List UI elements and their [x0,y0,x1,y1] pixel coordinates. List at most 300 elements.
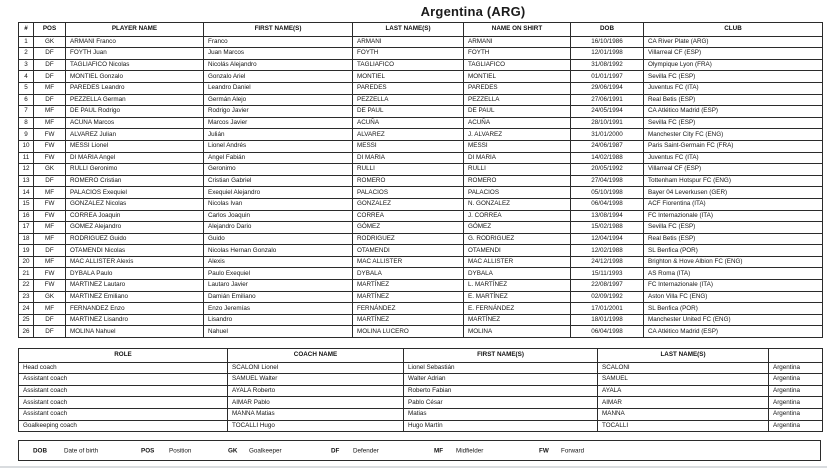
players-cell: Gonzalo Ariel [204,71,353,83]
players-cell: Franco [204,36,353,48]
players-cell: RULLI [353,164,464,176]
players-cell: Damián Emiliano [204,291,353,303]
coaches-cell: AYALA [598,385,769,397]
players-cell: Bayer 04 Leverkusen (GER) [644,187,823,199]
players-cell: MARTÍNEZ [353,291,464,303]
players-cell: FC Internazionale (ITA) [644,210,823,222]
players-cell: MESSI [353,140,464,152]
players-cell: Guido [204,233,353,245]
coaches-cell: Argentina [769,397,823,409]
players-cell: DYBALA [464,268,571,280]
players-table [18,22,823,338]
players-row-15 [19,198,823,210]
players-cell: 25 [19,314,34,326]
players-cell: MF [34,233,66,245]
players-cell: DF [34,326,66,338]
players-cell: FW [34,198,66,210]
players-cell: AS Roma (ITA) [644,268,823,280]
legend-item-mf [434,447,483,454]
players-cell: 27/04/1998 [571,175,644,187]
players-row-18 [19,233,823,245]
coaches-row-1 [19,362,823,374]
legend-term: POS [141,447,155,454]
coaches-row-6 [19,420,823,432]
coaches-cell: SAMUEL Walter [228,374,404,386]
players-cell: MONTIEL Gonzalo [66,71,204,83]
players-cell: OTAMENDI [464,245,571,257]
players-cell: Angel Fabián [204,152,353,164]
players-cell: PALACIOS Exequiel [66,187,204,199]
coaches-cell: Lionel Sebastián [404,362,598,374]
players-cell: SL Benfica (POR) [644,245,823,257]
coaches-header-3: LAST NAME(S) [598,349,769,363]
players-cell: Paris Saint-Germain FC (FRA) [644,140,823,152]
legend-item-pos [141,447,191,454]
players-cell: 24/05/1994 [571,106,644,118]
players-cell: GÓMEZ [353,222,464,234]
players-cell: MAC ALLISTER [464,256,571,268]
players-cell: 13 [19,175,34,187]
players-cell: Sevilla FC (ESP) [644,117,823,129]
players-header-0: # [19,23,34,37]
coaches-cell: Roberto Fabian [404,385,598,397]
players-cell: MF [34,256,66,268]
coaches-cell: AIMAR [598,397,769,409]
coaches-cell: TOCALLI [598,420,769,432]
players-cell: Alexis [204,256,353,268]
players-cell: 17 [19,222,34,234]
players-row-10 [19,140,823,152]
legend-term: MF [434,447,444,454]
players-cell: RULLI [464,164,571,176]
players-cell: Carlos Joaquin [204,210,353,222]
coaches-header-2: FIRST NAME(S) [404,349,598,363]
players-cell: N. GONZALEZ [464,198,571,210]
coaches-cell: Argentina [769,374,823,386]
players-header-row [19,23,823,37]
legend-term: DOB [33,447,47,454]
players-cell: 22 [19,280,34,292]
players-cell: GONZALEZ [353,198,464,210]
coaches-cell: Walter Adrian [404,374,598,386]
players-cell: Juan Marcos [204,48,353,60]
players-cell: 8 [19,117,34,129]
coaches-cell: Assistant coach [19,408,228,420]
coaches-cell: Argentina [769,408,823,420]
players-cell: J. CORREA [464,210,571,222]
players-cell: 18 [19,233,34,245]
coaches-cell: Argentina [769,385,823,397]
players-row-7 [19,106,823,118]
players-cell: MF [34,117,66,129]
players-row-12 [19,164,823,176]
players-cell: SL Benfica (POR) [644,303,823,315]
players-row-19 [19,245,823,257]
legend-term: FW [539,447,549,454]
players-cell: E. FERNÁNDEZ [464,303,571,315]
players-cell: MONTIEL [464,71,571,83]
players-cell: Exequiel Alejandro [204,187,353,199]
coaches-cell: Pablo César [404,397,598,409]
players-cell: 12 [19,164,34,176]
coaches-cell: Goalkeeping coach [19,420,228,432]
coaches-cell: Matias [404,408,598,420]
players-cell: TAGLIAFICO [464,59,571,71]
legend-label: Goalkeeper [249,447,282,454]
coaches-cell: Assistant coach [19,385,228,397]
players-cell: ACUÑA [353,117,464,129]
players-cell: GOMEZ Alejandro [66,222,204,234]
players-cell: MOLINA [464,326,571,338]
players-header-5: NAME ON SHIRT [464,23,571,37]
players-cell: Lisandro [204,314,353,326]
players-cell: 24 [19,303,34,315]
players-cell: Lautaro Javier [204,280,353,292]
players-cell: Manchester United FC (ENG) [644,314,823,326]
players-cell: ARMANI Franco [66,36,204,48]
players-cell: MOLINA LUCERO [353,326,464,338]
coaches-cell: Assistant coach [19,374,228,386]
page-title: Argentina (ARG) [420,4,526,19]
players-cell: MF [34,187,66,199]
coaches-cell: Hugo Martín [404,420,598,432]
players-cell: ALVAREZ Julian [66,129,204,141]
players-row-23 [19,291,823,303]
players-cell: 2 [19,48,34,60]
players-cell: Germán Alejo [204,94,353,106]
players-cell: MOLINA Nahuel [66,326,204,338]
players-cell: 10 [19,140,34,152]
players-cell: E. MARTÍNEZ [464,291,571,303]
players-cell: 19 [19,245,34,257]
players-cell: MF [34,222,66,234]
players-cell: PEZZELLA German [66,94,204,106]
players-cell: 14/02/1988 [571,152,644,164]
players-cell: Juventus FC (ITA) [644,82,823,94]
players-cell: RODRIGUEZ Guido [66,233,204,245]
players-cell: Manchester City FC (ENG) [644,129,823,141]
players-cell: FERNANDEZ Enzo [66,303,204,315]
legend-item-df [331,447,379,454]
players-cell: 14 [19,187,34,199]
players-row-6 [19,94,823,106]
players-cell: CA River Plate (ARG) [644,36,823,48]
players-cell: DF [34,59,66,71]
players-cell: ALVAREZ [353,129,464,141]
players-cell: PALACIOS [353,187,464,199]
players-cell: FOYTH [353,48,464,60]
players-cell: Paulo Exequiel [204,268,353,280]
players-row-5 [19,82,823,94]
players-cell: 01/01/1997 [571,71,644,83]
players-cell: OTAMENDI [353,245,464,257]
players-cell: 12/01/1998 [571,48,644,60]
players-cell: DF [34,48,66,60]
players-cell: DI MARIA [353,152,464,164]
players-cell: PALACIOS [464,187,571,199]
coaches-row-3 [19,385,823,397]
players-cell: FW [34,268,66,280]
players-cell: ARMANI [464,36,571,48]
players-cell: Lionel Andrés [204,140,353,152]
players-cell: 15/02/1988 [571,222,644,234]
legend-label: Defender [353,447,379,454]
players-row-22 [19,280,823,292]
players-cell: MARTÍNEZ [353,314,464,326]
players-cell: PAREDES [464,82,571,94]
legend-label: Position [169,447,192,454]
players-cell: DF [34,245,66,257]
players-header-4: LAST NAME(S) [353,23,464,37]
players-cell: MARTINEZ Emiliano [66,291,204,303]
legend-item-gk [228,447,282,454]
players-cell: 26 [19,326,34,338]
players-cell: 3 [19,59,34,71]
coaches-cell: MANNA [598,408,769,420]
coaches-cell: Argentina [769,420,823,432]
players-cell: GK [34,164,66,176]
players-cell: FW [34,280,66,292]
players-cell: FW [34,152,66,164]
players-cell: 20/05/1992 [571,164,644,176]
players-cell: Tottenham Hotspur FC (ENG) [644,175,823,187]
players-cell: Juventus FC (ITA) [644,152,823,164]
coaches-cell: SCALONI [598,362,769,374]
players-cell: Geronimo [204,164,353,176]
players-cell: Nicolás Alejandro [204,59,353,71]
players-cell: TAGLIAFICO Nicolas [66,59,204,71]
players-cell: DI MARIA Angel [66,152,204,164]
players-cell: FERNÁNDEZ [353,303,464,315]
players-cell: Alejandro Dario [204,222,353,234]
players-cell: FC Internazionale (ITA) [644,280,823,292]
players-cell: PEZZELLA [464,94,571,106]
players-cell: Brighton & Hove Albion FC (ENG) [644,256,823,268]
players-cell: 06/04/1998 [571,198,644,210]
players-cell: 9 [19,129,34,141]
players-cell: MARTINEZ Lautaro [66,280,204,292]
legend-term: DF [331,447,340,454]
players-cell: 22/08/1997 [571,280,644,292]
players-cell: 24/06/1987 [571,140,644,152]
players-cell: 4 [19,71,34,83]
players-cell: RODRIGUEZ [353,233,464,245]
players-cell: FW [34,210,66,222]
players-cell: RULLI Geronimo [66,164,204,176]
players-header-1: POS [34,23,66,37]
players-cell: GK [34,291,66,303]
players-cell: Aston Villa FC (ENG) [644,291,823,303]
players-cell: MESSI [464,140,571,152]
coaches-header-0: ROLE [19,349,228,363]
players-cell: Nahuel [204,326,353,338]
coaches-header-1: COACH NAME [228,349,404,363]
legend-label: Midfielder [456,447,484,454]
players-cell: CA Atlético Madrid (ESP) [644,326,823,338]
players-cell: MARTÍNEZ [464,314,571,326]
players-cell: J. ALVAREZ [464,129,571,141]
players-row-8 [19,117,823,129]
players-cell: 02/09/1992 [571,291,644,303]
players-cell: 16 [19,210,34,222]
players-cell: MESSI Lionel [66,140,204,152]
players-cell: 28/10/1991 [571,117,644,129]
players-row-1 [19,36,823,48]
players-cell: 12/02/1988 [571,245,644,257]
players-cell: DF [34,314,66,326]
players-row-17 [19,222,823,234]
players-cell: 18/01/1998 [571,314,644,326]
players-cell: DE PAUL [464,106,571,118]
players-header-6: DOB [571,23,644,37]
players-cell: ACF Fiorentina (ITA) [644,198,823,210]
players-cell: Olympique Lyon (FRA) [644,59,823,71]
players-cell: Real Betis (ESP) [644,94,823,106]
players-cell: 24/12/1998 [571,256,644,268]
players-cell: 21 [19,268,34,280]
players-row-20 [19,256,823,268]
players-cell: MF [34,303,66,315]
coaches-header-row [19,349,823,363]
players-row-16 [19,210,823,222]
coaches-cell: AIMAR Pablo [228,397,404,409]
players-cell: MARTÍNEZ [353,280,464,292]
legend-label: Forward [561,447,585,454]
players-cell: 23 [19,291,34,303]
legend-item-dob [33,447,98,454]
players-row-25 [19,314,823,326]
players-cell: Sevilla FC (ESP) [644,222,823,234]
players-cell: 06/04/1998 [571,326,644,338]
players-cell: DF [34,71,66,83]
players-cell: DI MARIA [464,152,571,164]
coaches-cell: MANNA Matias [228,408,404,420]
legend-box [18,440,821,461]
players-cell: 20 [19,256,34,268]
players-cell: DF [34,94,66,106]
players-cell: 7 [19,106,34,118]
players-cell: DYBALA [353,268,464,280]
players-cell: CORREA Joaquin [66,210,204,222]
players-cell: Real Betis (ESP) [644,233,823,245]
players-cell: 29/06/1994 [571,82,644,94]
players-cell: 16/10/1986 [571,36,644,48]
coaches-cell: SCALONI Lionel [228,362,404,374]
players-cell: CORREA [353,210,464,222]
players-row-11 [19,152,823,164]
players-row-14 [19,187,823,199]
players-cell: OTAMENDI Nicolas [66,245,204,257]
players-cell: 17/01/2001 [571,303,644,315]
players-cell: FW [34,129,66,141]
players-cell: GONZALEZ Nicolas [66,198,204,210]
coaches-row-5 [19,408,823,420]
players-cell: ARMANI [353,36,464,48]
players-cell: 15 [19,198,34,210]
coaches-cell: SAMUEL [598,374,769,386]
players-row-3 [19,59,823,71]
players-cell: ROMERO Cristian [66,175,204,187]
players-cell: 6 [19,94,34,106]
players-row-4 [19,71,823,83]
players-cell: FOYTH Juan [66,48,204,60]
players-cell: DYBALA Paulo [66,268,204,280]
players-row-13 [19,175,823,187]
players-cell: DE PAUL Rodrigo [66,106,204,118]
players-row-9 [19,129,823,141]
players-cell: ROMERO [353,175,464,187]
page-bottom-edge [0,466,827,468]
players-cell: 12/04/1994 [571,233,644,245]
players-header-3: FIRST NAME(S) [204,23,353,37]
players-cell: ACUÑA [464,117,571,129]
players-cell: Nicolas Hernan Gonzalo [204,245,353,257]
players-cell: 1 [19,36,34,48]
players-cell: GK [34,36,66,48]
players-cell: PAREDES [353,82,464,94]
players-row-21 [19,268,823,280]
legend-item-fw [539,447,584,454]
players-cell: CA Atlético Madrid (ESP) [644,106,823,118]
players-cell: 11 [19,152,34,164]
players-cell: 27/06/1991 [571,94,644,106]
players-cell: L. MARTÍNEZ [464,280,571,292]
players-cell: MAC ALLISTER Alexis [66,256,204,268]
players-cell: PEZZELLA [353,94,464,106]
players-cell: Villarreal CF (ESP) [644,164,823,176]
players-cell: Julián [204,129,353,141]
players-row-26 [19,326,823,338]
players-cell: DF [34,175,66,187]
coaches-header-4 [769,349,823,363]
players-cell: Leandro Daniel [204,82,353,94]
players-cell: MAC ALLISTER [353,256,464,268]
players-cell: PAREDES Leandro [66,82,204,94]
players-header-7: CLUB [644,23,823,37]
legend-term: GK [228,447,238,454]
players-cell: FW [34,140,66,152]
players-cell: 15/11/1993 [571,268,644,280]
players-cell: MF [34,106,66,118]
players-cell: Enzo Jeremías [204,303,353,315]
players-cell: 13/08/1994 [571,210,644,222]
players-cell: Marcos Javier [204,117,353,129]
coaches-cell: Head coach [19,362,228,374]
players-cell: MARTINEZ Lisandro [66,314,204,326]
players-cell: MONTIEL [353,71,464,83]
legend-label: Date of birth [64,447,99,454]
coaches-cell: Assistant coach [19,397,228,409]
coaches-cell: TOCALLI Hugo [228,420,404,432]
coaches-row-2 [19,374,823,386]
players-cell: TAGLIAFICO [353,59,464,71]
players-cell: GÓMEZ [464,222,571,234]
players-cell: DE PAUL [353,106,464,118]
players-cell: Rodrigo Javier [204,106,353,118]
players-header-2: PLAYER NAME [66,23,204,37]
players-cell: ACUNA Marcos [66,117,204,129]
players-cell: G. RODRIGUEZ [464,233,571,245]
coaches-cell: AYALA Roberto [228,385,404,397]
players-cell: ROMERO [464,175,571,187]
players-cell: FOYTH [464,48,571,60]
players-row-24 [19,303,823,315]
players-cell: Cristian Gabriel [204,175,353,187]
coaches-table [18,348,823,432]
coaches-cell: Argentina [769,362,823,374]
players-cell: Villarreal CF (ESP) [644,48,823,60]
players-cell: 31/01/2000 [571,129,644,141]
